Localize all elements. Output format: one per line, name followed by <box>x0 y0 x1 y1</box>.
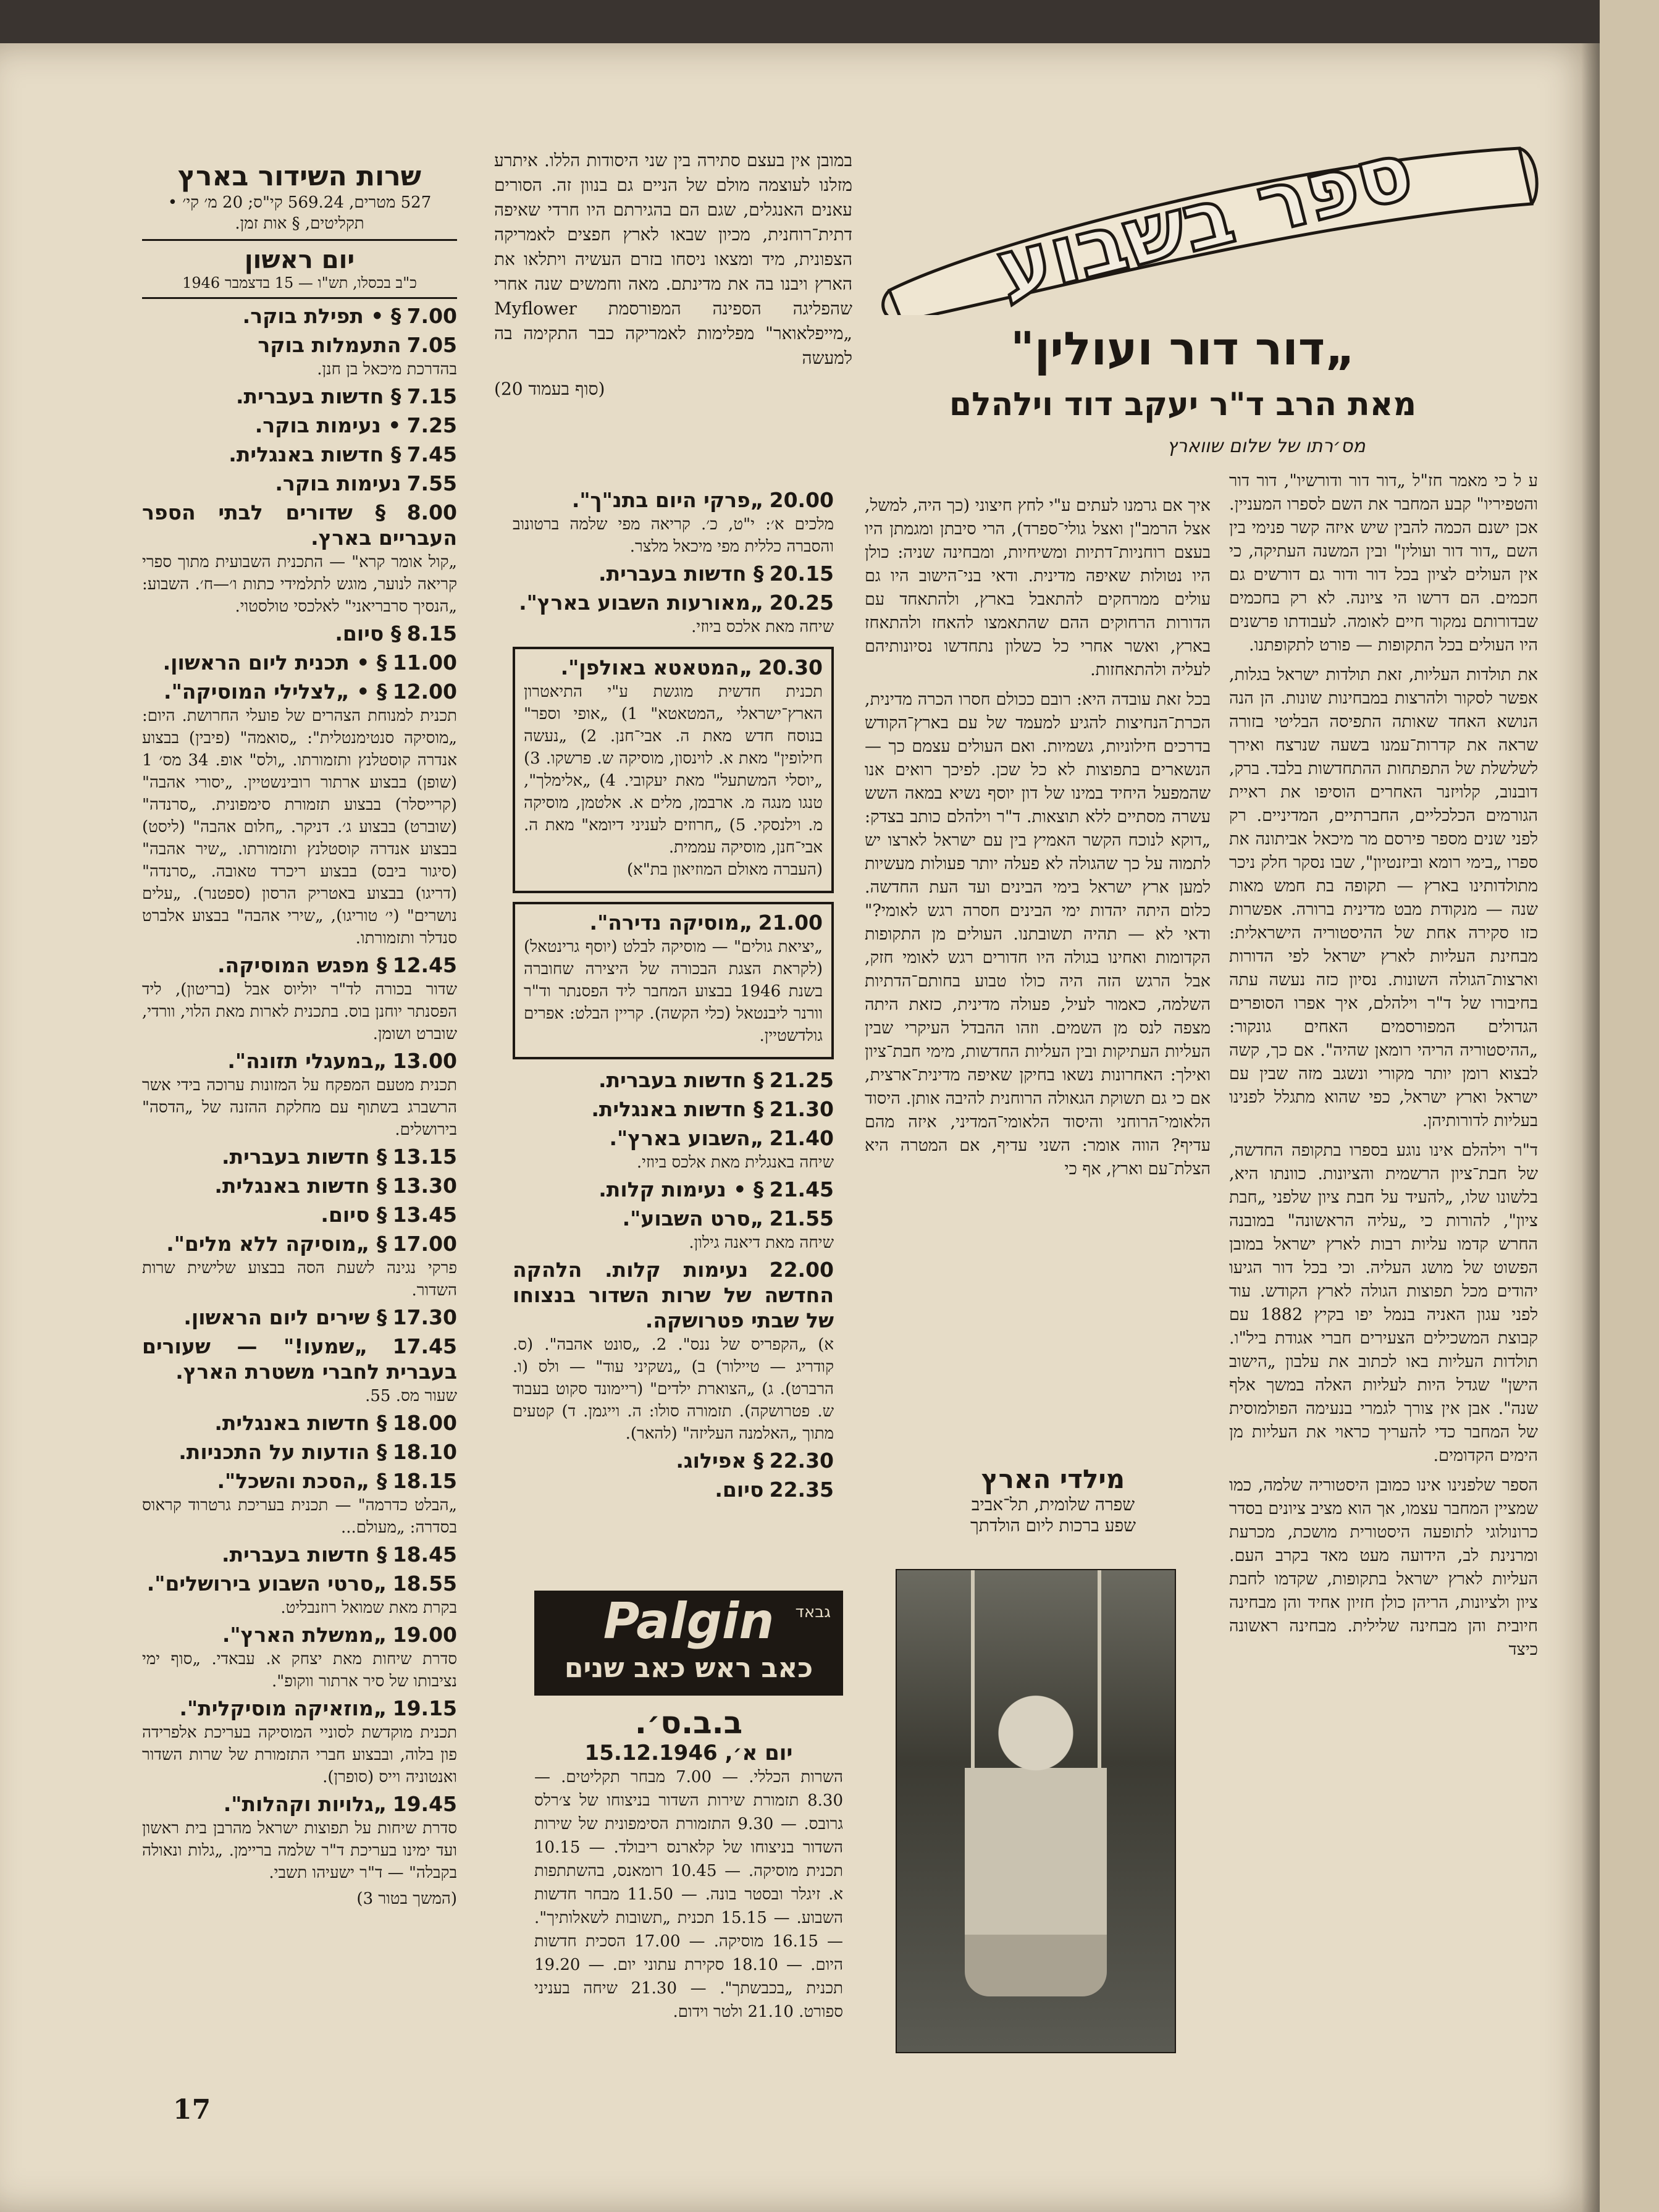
schedule-entry: 7.25 • נעימות בוקר. <box>254 413 457 437</box>
ad-slogan: כאב ראש כאב שנים <box>564 1652 813 1684</box>
schedule-entry: 7.05 התעמלות בוקר בהדרכת מיכאל בן חנן. <box>258 333 457 379</box>
schedule-entry: 13.15 § חדשות בעברית. <box>222 1145 457 1169</box>
schedule-entry: 13.00 „במעגלי תזונה". תכנית מטעם המפקח על המזונות ערוכה בידי אשר הרשברג בשתוף עם מחלקת ההזנה של „הדסה" בירושלים. <box>142 1049 457 1139</box>
schedule-entry: 20.30 „המטאטא באולפן". תכנית חדשית מוגשת ע"י התיאטרון הארץ־ישראלי „המטאטא" 1) „אופי וספר" בנוסח חדש מאת ה. אבי־חנן. 2) „נעשה חילופין" מאת א. לוינסון, מוסיקה ש. פרשקו. 3) „יוסלי המשתעל" מאת יעקובי. 4) „אלימלך", טנגו מנגה מ. ארבמן, מלים א. אלטמן, מוסיקה מ. וילנסקי. 5) „חרוזים לעניני דיומא" מאת ה. אבי־חנן, מוסיקה עממית. (העברה מאולם המוזיאון בת"א) <box>524 655 823 879</box>
schedule-entry: 22.30 § אפילוג. <box>676 1449 834 1473</box>
adjacent-page-edge <box>1600 0 1659 2212</box>
section-title-banner <box>865 123 1544 317</box>
schedule-entry: 20.15 § חדשות בעברית. <box>598 561 834 586</box>
photo-caption <box>896 1464 1211 1536</box>
schedule-entry: 18.10 § הודעות על התכניות. <box>178 1440 457 1464</box>
schedule-entry: 13.30 § חדשות באנגלית. <box>214 1174 457 1198</box>
ad-brand: Palgin <box>603 1592 775 1650</box>
schedule-entry: 8.15 § סיום. <box>335 621 457 646</box>
schedule-entry: 17.00 § „מוסיקה ללא מלים". פרקי נגינה לשעת הסה בבצוע שלישית שרות השדור. <box>142 1232 457 1300</box>
bbc-title: ב.ב.ס׳. <box>634 1705 743 1741</box>
reviewer-credit: מס׳רתו של שלום שווארץ <box>1167 435 1366 457</box>
schedule-entry: 12.00 § • „לצלילי המוסיקה". תכנית למנוחת הצהרים של פועלי החרושת. היום: „מוסיקה סנטימנטלית": „סואמה" (פיבין) בבצוע אנדרה קוסטלנץ ותזמורתו. „ולס" אופ. 34 מס׳ 1 (שופן) בבצוע ארתור רובינשטיין. „יסורי אהבה" (קרייסלר) בבצוע תזמורת סימפונית. „סרנדה" (שוברט) בבצוע ג׳. דניקר. „חלום אהבה" (ליסט) בבצוע אנדרה קוסטלנץ ותזמורתו. „שיר אהבה" (סיגור ביבס) בבצוע ריכרד טאובה. „סרנדה" (דריגו) בבצוע באטריק הרסון (ספטנר). „עלים נושרים" (י׳ טוריגו), „שירי אהבה" בבצוע אלברט סנדלר ותזמורתו. <box>142 679 457 948</box>
continued-text: במובן אין בעצם סתירה בין שני היסודות הללו. איתרע מזלנו לעוצמה מולם של הניים גם בנוון זה. הסורים עאנים האנגלים, שגם הם בהגירתם היו חרדי שאיפה דתית־רוחנית, מכיון שבאו לארץ חפצים לאמריקה הצפונית, מיד ומצאו ניסחו בזרם העשיה ויתלאו את הארץ ויבנו בה את מדינתם. מאה וחמשים שנה אחרי שהפליגה הספינה המפורסמת Myflower „מייפלאואר" מפלימות לאמריקה כבר התקימה בה למעשה <box>494 150 852 368</box>
feature-paragraph: הספר שלפנינו אינו כמובן היסטוריה שלמה, כמו שמציין המחבר עצמו, אך הוא מציב ציונים בסדר כרונולוגי לתופעה היסטורית מושכת, מכרעת ומרנינת לב, הידועה מעט מאד בקרב העם. העליות לארץ ישראל בתקופות, שקדמו לחבת ציון ולציונות, הריהן כולן חזיון אחיד והן מבחינה חיובית והן מבחינה שלילית. מבחינה ראשונה כיצד <box>1229 1476 1538 1659</box>
child-on-swing-photo <box>896 1569 1176 2053</box>
bbc-date: יום א׳, 15.12.1946 <box>584 1741 793 1765</box>
continued-note: (סוף בעמוד 20) <box>494 379 605 399</box>
schedule-entry: 7.55 נעימות בוקר. <box>275 471 457 495</box>
program-box <box>513 902 834 1059</box>
feature-paragraph: את תולדות העליות, זאת תולדות ישראל בגלות, אפשר לסקור ולהרצות במבחינות שונות. הן הנה הנושא האחד שאותה התפיסה הבליטי בזורה שראה את קדרות־עמנו בשעה שנרצח ואירך לשלשלת של התפתחות ההתחדשות בלבד. ברק, דובנוב, קלויזנר האחרים הוסיפו את ראיית הגורמים הכלכליים, החברתיים, המדיניים. רק לפני שנים מספר פירסם מר מיכאל אביתונה את ספרו „בימי רומא וביזנטיון", שבו נסקר חלק ניכר מתולדותינו בארץ — תקופה בת חמש מאות שנה — מנקודת מבט מדינית ברורה. אפשרות כזו סקירה אחת של ההיסטוריה הישראלית: מבחינת העליות לארץ ישראל לפי הדורות וארצות־הגולה השונות. נסיון כזה נעשה עתה בחיבורו של ד"ר וילהלם, איך אפרו הסופרים הגדולים המפורסמים האחים גונקור: „ההיסטוריה הריהי רומאן שהיה". אם כך, קשה לבצוא רומן יותר מקורי ונשגב מזה שבין עם ישראל וארץ ישראל, כפי שהוא מתגלל לפנינו בעליות לדורותיהן. <box>1229 665 1538 1130</box>
palgin-advertisement <box>534 1591 843 1696</box>
schedule-entry: 21.25 § חדשות בעברית. <box>598 1068 834 1092</box>
schedule-entry: 21.00 „מוסיקה נדירה". „יציאת גולים" — מוסיקה לבלט (יוסף גרינטאל) (לקראת הצגת הבכורה של היצירה שחוברה בשנת 1946 בבצוע המחבר ליד הפסנתר וד"ר וורנר ליבנטאל (כלי הקשה). קריין הבלט: אפרים גולדשטיין. <box>524 910 823 1045</box>
bbc-text: השרות הכללי. — 7.00 מבחר תקליטים. — 8.30 תזמורת שירות השדור בניצוחו של צ׳רלס גרובס. — 9.30 התזמורת הסימפונית של שירות השדור בניצוחו של קלארנס ריבולד. — 10.15 תכנית מוסיקה. — 10.45 רומאנס, בהשתתפות א. זיגלר ובסטר בונה. — 11.50 מבחר חדשות השבוע. — 15.15 תכנית „תשובות לשאלותיך". — 16.15 מוסיקה. — 17.00 הסכית חדשות היום. — 18.10 סקירת עתוני יום. — 19.20 תכנית „בכבשתך". — 21.30 שיחה בעניני ספורט. 21.10 ולטר וידום. <box>534 1768 844 2021</box>
schedule-entry: 13.45 § סיום. <box>321 1203 457 1227</box>
child-figure-icon <box>965 1675 1107 1996</box>
feature-column-right <box>1229 469 1538 2088</box>
schedule-entry: 11.00 § • תכנית ליום הראשון. <box>162 650 457 675</box>
page-number: 17 <box>173 2094 211 2126</box>
schedule-entry: 7.45 § חדשות באנגלית. <box>229 442 457 466</box>
schedule-entry: 22.35 סיום. <box>715 1478 834 1502</box>
feature-paragraph: ד"ר וילהלם אינו נוגע בספרו בתקופה החדשה, של חבת־ציון הרשמית והציונות. כוונתו היא, בלשונו שלו, „להעיד על חבת ציון שלפני „חבת ציון", להורות כי „עליה הראשונה" במובנה החרש קדמו עליות רבות לארץ ישראל במובן הפשוט של מושג העליה. וכי בכל דור הגיעו יהודים מכל תפוצות הגולה לארץ הקודש. עוד לפני עגון האניה בנמל יפו בקיץ 1882 עם קבוצת המשכילים הצעירים חברי אגודת ביל"ו. תולדות העליות באו לכתוב את עלבון „הישוב הישן" שגדל היות לעליות האלה במשך אלף שנה". אבן אין צורך לגמרי בנעימה הפולמוסית של המחבר כדי להעריך כראוי את העליות מן הימים הקדומים. <box>1229 1141 1538 1465</box>
schedule-entry: 17.45 „שמעו!" — שעורים בעברית לחברי משטרת הארץ. שעור מס. 55. <box>142 1334 457 1405</box>
schedule-entry: 21.40 „השבוע בארץ". שיחה באנגלית מאת אלכס ביוזי. <box>609 1126 834 1172</box>
schedule-entry: 12.45 § מפגש המוסיקה. שדור בכורה לד"ר יוליוס אבל (בריטון), ליד הפסנתר יוחנן בוס. בתכנית לארות מאת הלוי, וורדי, שוברט ושומן. <box>142 953 457 1043</box>
divider <box>142 239 457 241</box>
photo-caption-line: שפע ברכות ליום הולדתך <box>970 1515 1136 1536</box>
schedule-frequency: 527 מטרים, 569.24 קי"ס; 20 מ׳ קי׳ • תקליטים, § אות זמן. <box>167 193 432 233</box>
schedule-entry: 18.00 § חדשות באנגלית. <box>214 1411 457 1435</box>
schedule-entry: 19.00 „ממשלת הארץ". סדרת שיחות מאת יצחק א. עבאדי. „סוף ימי נציבותו של סיר ארתור ווקופ". <box>142 1623 457 1691</box>
feature-paragraph: ע ל כי מאמר חז"ל „דור דור ודורשיו", דור דור והטפיריו" קבע המחבר את השם לספרו המעניין. אכן ישנם הכמה להבין שיש איזה קשר פנימי בין השם „דור דור ועולין" ובין המשנה העתיקה, כי אין העולים לציון בכל דור ודור גם דורשים גם חכמים. הם דרשו הי ציונה. לא רק בחכמים שבדורותם נמקור חיים לאומה. לעבודתו פרשנים היו העולים בכל התקופות — פורט לתקופתנו. <box>1229 471 1538 655</box>
schedule-column-middle <box>513 488 834 1507</box>
schedule-entry: 18.15 § „הסכת והשכל". „הבלט כדרמה" — תכנית בעריכת גרטרוד קראוס בסדרה: „מעולם... <box>142 1469 457 1537</box>
schedule-entry: 8.00 § שדורים לבתי הספר העבריים בארץ. „קול אומר קרא" — התכנית השבועית מתוך ספרי קריאה לנוער, מוגש לתלמידי כתות ו׳—ח׳. השבוע: „הנסיך סרבריאני" לאלכסי טולסטוי. <box>142 500 457 616</box>
continued-article-column <box>494 148 852 469</box>
program-box <box>513 647 834 893</box>
schedule-entry: 21.55 „סרט השבוע". שיחה מאת דיאנה גילון. <box>622 1206 834 1252</box>
section-title: ספר בשבוע <box>987 123 1422 317</box>
article-byline: מאת הרב ד"ר יעקב דוד וילהלם <box>949 386 1417 423</box>
schedule-entry: 17.30 § שירים ליום הראשון. <box>183 1305 457 1329</box>
photo-caption-title: מילדי הארץ <box>981 1464 1125 1494</box>
article-headline: „דור דור ועולין" <box>1010 322 1355 376</box>
schedule-entry: 20.25 „מאורעות השבוע בארץ". שיחה מאת אלכס ביוזי. <box>519 591 834 636</box>
schedule-column-left <box>142 161 457 1914</box>
schedule-entry: 21.45 § • נעימות קלות. <box>598 1177 834 1201</box>
photo-caption-line: שפרה שלומית, תל־אביב <box>971 1494 1135 1515</box>
divider <box>142 297 457 299</box>
ad-tag: גבאד <box>795 1603 831 1621</box>
schedule-day: יום ראשון <box>244 246 355 274</box>
schedule-entry: 19.15 „מוזאיקה מוסיקלית". תכנית מוקדשת לסוניי המוסיקה בעריכת אלפרידה פון בלוה, ובבצוע חברי התזמורת של שרות השדור ואנטוניה וייס (סופרן). <box>142 1696 457 1786</box>
feature-paragraph: איך אם גרמנו לעתים ע"י לחץ חיצוני (כך היה, למשל, אצל הרמב"ן ואצל גולי־ספרד), הרי סיבתן ומגמתן היו בעצם רוחניות־דתיות ומשיחיות, ומבחינה שניה: כולן היו נטולות שאיפה מדינית. ודאי בני־הישוב היו גם עולים ממרחקים להתאבל בארץ, ולהתאחד עם הדורות הרחוקים ההם שהתאמצו להאחז ולהתאחז בארץ, ואשר אחרי כל כשלון נתחדשו נסיונותיהם לעליה ולהתאחזות. <box>865 496 1211 679</box>
schedule-date: כ"ב בכסלו, תש"ו — 15 בדצמבר 1946 <box>182 274 417 292</box>
schedule-entry: 18.45 § חדשות בעברית. <box>222 1542 457 1566</box>
schedule-entry: 20.00 „פרקי היום בתנ"ך". מלכים א׳: י"ט, כ׳. קריאה מפי שלמה ברטונוב והסברה כללית מפי מיכאל מלצר. <box>513 488 834 556</box>
bbc-schedule <box>534 1705 843 2030</box>
page-fold-shadow <box>1581 43 1600 2212</box>
schedule-entry: 21.30 § חדשות באנגלית. <box>591 1097 834 1121</box>
schedule-entry: 7.00 § • תפילת בוקר. <box>242 304 457 328</box>
schedule-entry: 19.45 „גלויות וקהלות". סדרת שיחות על תפוצות ישראל מהרבן בית ראשון ועד ימינו בעריכת ד"ר שלמה בריימן. „גלות ונאולה בקבלה" — ד"ר ישעיהו תשבי. <box>142 1792 457 1882</box>
schedule-entry: 7.15 § חדשות בעברית. <box>236 384 457 408</box>
feature-paragraph: בכל זאת עובדה היא: רובם ככולם חסרו הכרה מדינית, הכרת־הנחיצות להגיע למעמד של עם בארץ־הקודש בדרכים חילוניות, גשמיות. ואם העולים עצמם כך — הנשארים בתפוצות לא כל שכן. לפיכך רואים אנו שהמפעל היחיד במינו של דון יוסף נשיא במאה השש עשרה מסתיים ללא תוצאות. ד"ר וילהלם כותב בצדק: „דוקא לנוכח הקשר האמיץ בין עם ישראל לארצו יש לתמוה על כך שהגולה לא פעלה יותר פעולות מעשיות למען ארץ ישראל בימי הבינים ועד העת החדשה. כלום היתה יהדות ימי הבינים חסרה רגש לאומי?" ודאי לא — תהיה תשובתנו. העולים מן התקופות הקדומות ואחינו בגולה היו חדורים רגש לאומי חזק, אבל הרגש הזה היה כולו טבוע בחותם־הדתיות השלמה, כאמור לעיל, פעולה מדינית, כזאת היתה מצפה לנס מן השמים. וזהו ההבדל העיקרי שבין העליות העתיקות ובין העליות החדשות, מימי חבת־ציון ואילך: האחרונות נשאו בחיקן שאיפה מדינית־ארצית, אם כי גם תשוקת הגאולה הרוחנית להיבה אותן. היסוד הלאומי־הרוחני והיסוד הלאומי־המדיני, איזה מהם עדיף? הווה אומר: השני עדיף, אם המטרה היא הצלת־עם וארץ, אף כי <box>865 690 1211 1179</box>
continued-note: (המשך בטור 3) <box>356 1890 457 1908</box>
schedule-entry: 22.00 נעימות קלות. הלהקה החדשה של שרות השדור בנצוחו של שבתי פטרושקה. א) „הקפריס של ננס". 2. „סונט אהבה". (ס. קודריג — טיילור) ב) „נשקיני עוד" — ולס (ו. הרברט). ג) „הצוארת ילדים" (ריימונד סקוט בעבוד ש. פטרושקה). תזמורה סולו: ה. וייגמן. ד) קטעים מתוך „האלמנה העליזה" (להאר). <box>513 1258 834 1443</box>
schedule-title: שרות השידור בארץ <box>177 161 422 192</box>
feature-column-left <box>865 494 1211 1458</box>
schedule-entry: 18.55 „סרטי השבוע בירושלים". בקרת מאת שמואל רוזנבליט. <box>146 1571 457 1617</box>
